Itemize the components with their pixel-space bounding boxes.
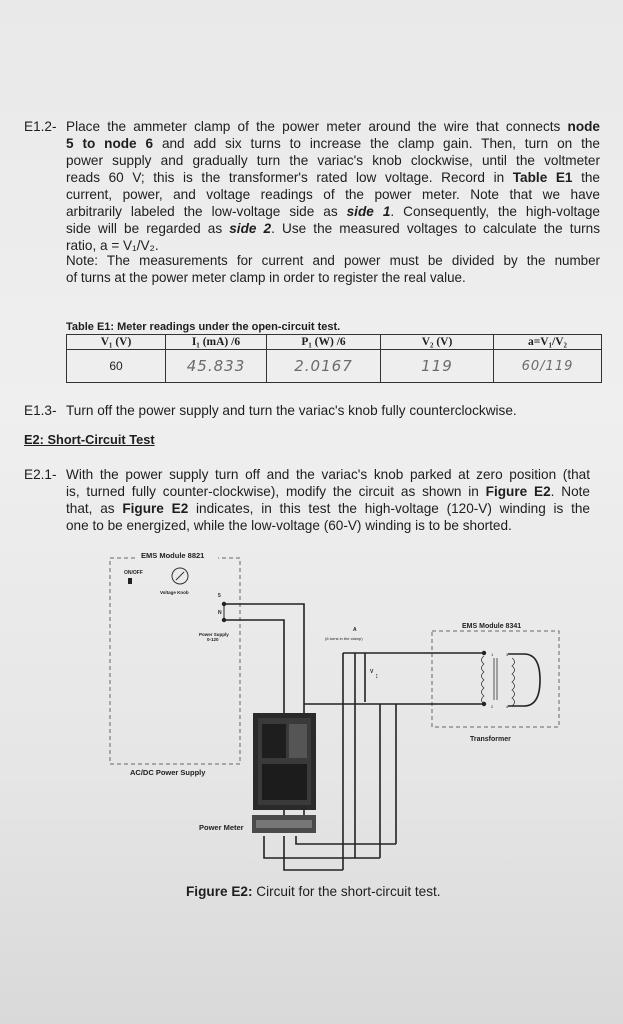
table-row [67, 350, 602, 383]
readings-table [66, 334, 602, 383]
onoff-label: ON/OFF [124, 570, 143, 576]
onoff-switch-icon [128, 578, 132, 584]
e12-line-2: 5 to node 6 and add six turns to increase the clamp gain. Then, turn on the [66, 136, 600, 151]
primary-coil-icon [482, 656, 485, 704]
voltage-knob-label: Voltage Knob [160, 590, 189, 595]
paragraph-e21 [66, 466, 590, 534]
paragraph-e13: Turn off the power supply and turn the variac's knob fully counterclockwise. [66, 403, 517, 418]
e12-line-4: reads 60 V; this is the transformer's rated low voltage. Record in Table E1 the [66, 170, 600, 185]
power-supply-range: 0-120 [207, 637, 219, 642]
cell-i1: 45.833 [166, 350, 267, 383]
cell-v1: 60 [67, 350, 166, 383]
power-supply-text: Power Supply [199, 632, 229, 637]
note-line-2: of turns at the power meter clamp in order to register the real value. [66, 270, 466, 285]
header-ratio: a=V₁/V₂ [494, 335, 602, 350]
ems-8821-label: EMS Module 8821 [141, 551, 205, 560]
e12-line-1: Place the ammeter clamp of the power meter around the wire that connects node [66, 119, 600, 134]
secondary-coil-icon [512, 658, 515, 706]
power-meter-label: Power Meter [199, 823, 244, 832]
node-3-label: 3 [506, 652, 509, 657]
voltmeter-label: V [370, 669, 374, 675]
header-v2: V₂ (V) [381, 335, 494, 350]
voltmeter-arrows-icon: ↕ [375, 673, 379, 680]
transformer-label: Transformer [470, 736, 511, 743]
e12-line-6: arbitrarily labeled the low-voltage side as side 1. Consequently, the high-voltage [66, 204, 600, 219]
node-2-label: 2 [491, 704, 494, 709]
header-p1: P₁ (W) /6 [267, 335, 381, 350]
figure-caption: Figure E2: Circuit for the short-circuit test. [186, 884, 441, 899]
item-number-e12: E1.2- [24, 119, 57, 134]
item-number-e21: E2.1- [24, 467, 57, 482]
e21-line-4: one to be energized, while the low-voltage (60-V) winding is to be shorted. [66, 518, 512, 533]
clamp-a-label: A [353, 627, 357, 633]
e12-line-3: power supply and gradually turn the variac's knob clockwise, until the voltmeter [66, 153, 600, 168]
note-e12 [66, 252, 600, 286]
ems-8341-label: EMS Module 8341 [462, 623, 522, 630]
item-number-e13: E1.3- [24, 403, 57, 418]
e12-line-8: ratio, a = V₁/V₂. [66, 238, 159, 253]
circuit-figure [0, 540, 623, 880]
e21-line-3: that, as Figure E2 indicates, in this test the high-voltage (120-V) winding is the [66, 501, 590, 516]
table-header-row [67, 335, 602, 350]
node-n-label: N [218, 610, 222, 616]
acdc-label: AC/DC Power Supply [130, 768, 206, 777]
cell-v2: 119 [381, 350, 494, 383]
note-line-1: Note: The measurements for current and power must be divided by the number [66, 253, 600, 268]
section-heading-e2: E2: Short-Circuit Test [24, 432, 155, 447]
e12-line-7: side will be regarded as side 2. Use the measured voltages to calculate the turns [66, 221, 601, 236]
node-4-label: 4 [506, 704, 509, 709]
e21-line-1: With the power supply turn off and the variac's knob parked at zero position (that [66, 467, 590, 482]
e12-line-5: current, power, and voltage readings of the power meter. Note that we have [66, 187, 600, 202]
cell-ratio: 60/119 [494, 350, 602, 383]
node-5-label: 5 [218, 593, 221, 599]
node-1-label: 1 [491, 652, 494, 657]
power-supply-box [110, 558, 240, 764]
e21-line-2: is, turned fully counter-clockwise), modify the circuit as shown in Figure E2. Note [66, 484, 590, 499]
paragraph-e12 [66, 118, 600, 254]
table-caption: Table E1: Meter readings under the open-circuit test. [66, 321, 341, 333]
cell-p1: 2.0167 [267, 350, 381, 383]
header-v1: V₁ (V) [67, 335, 166, 350]
header-i1: I₁ (mA) /6 [166, 335, 267, 350]
clamp-turns-label: (6 turns in the clamp) [325, 636, 363, 641]
